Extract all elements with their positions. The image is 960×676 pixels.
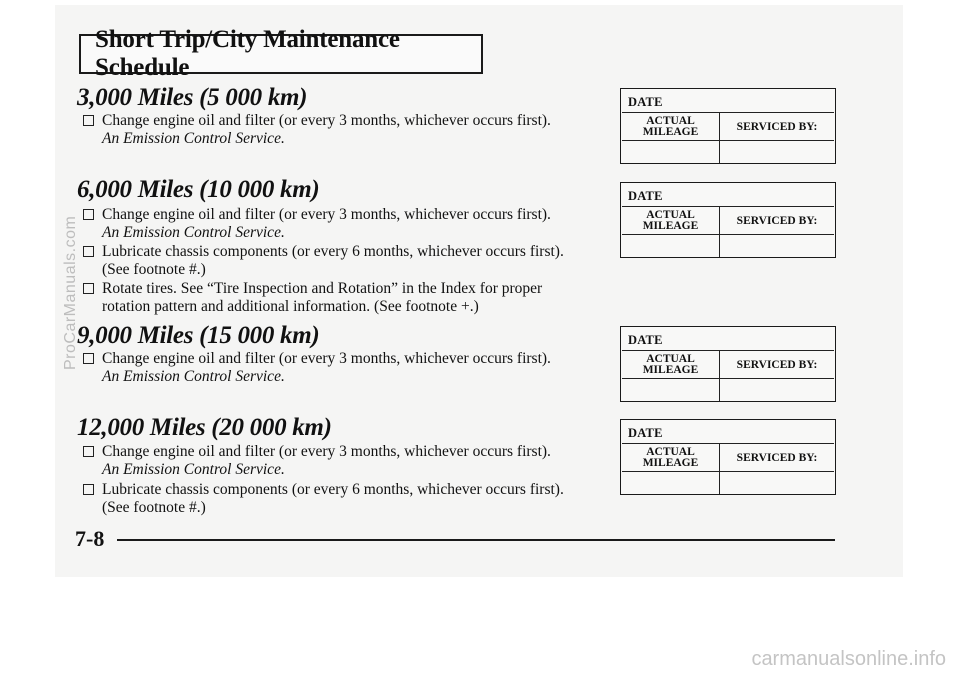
item-subtext: An Emission Control Service.	[102, 224, 285, 241]
actual-label: ACTUAL	[646, 352, 695, 365]
item-subtext: An Emission Control Service.	[102, 368, 285, 385]
date-label: DATE	[628, 333, 663, 347]
item-subtext: rotation pattern and additional information. (See footnote +.)	[102, 298, 479, 315]
mileage-entry-cell[interactable]	[622, 379, 720, 401]
checkbox-icon[interactable]	[83, 283, 94, 294]
date-label: DATE	[628, 95, 663, 109]
serviced-by-header: SERVICED BY:	[720, 443, 834, 472]
service-record-3000	[620, 88, 836, 164]
checkbox-icon[interactable]	[83, 446, 94, 457]
item-text: Change engine oil and filter (or every 3 months, whichever occurs first).	[102, 112, 551, 129]
date-label: DATE	[628, 189, 663, 203]
mileage-entry-cell[interactable]	[622, 235, 720, 257]
mileage-label: MILEAGE	[642, 125, 699, 138]
checklist-item	[83, 206, 551, 224]
checkbox-icon[interactable]	[83, 115, 94, 126]
item-text: Lubricate chassis components (or every 6 months, whichever occurs first).	[102, 481, 564, 498]
checkbox-icon[interactable]	[83, 246, 94, 257]
checkbox-icon[interactable]	[83, 353, 94, 364]
checkbox-icon[interactable]	[83, 484, 94, 495]
section-heading-9000: 9,000 Miles (15 000 km)	[77, 322, 320, 349]
item-text: Change engine oil and filter (or every 3 months, whichever occurs first).	[102, 206, 551, 223]
item-text: Rotate tires. See “Tire Inspection and Rotation” in the Index for proper	[102, 280, 543, 297]
footer-divider	[117, 539, 835, 541]
serviced-by-header: SERVICED BY:	[720, 350, 834, 379]
watermark-left: ProCarManuals.com	[62, 215, 79, 370]
serviced-by-header: SERVICED BY:	[720, 206, 834, 235]
item-text: Lubricate chassis components (or every 6 months, whichever occurs first).	[102, 243, 564, 260]
item-text: Change engine oil and filter (or every 3 months, whichever occurs first).	[102, 443, 551, 460]
date-label: DATE	[628, 426, 663, 440]
item-subtext: An Emission Control Service.	[102, 461, 285, 478]
checklist-item	[83, 243, 564, 261]
mileage-label: MILEAGE	[642, 456, 699, 469]
item-subtext: (See footnote #.)	[102, 499, 206, 516]
checklist-item	[83, 112, 551, 130]
page-title-box	[79, 26, 483, 81]
service-record-9000	[620, 326, 836, 402]
section-heading-6000: 6,000 Miles (10 000 km)	[77, 176, 320, 203]
actual-mileage-header	[622, 206, 720, 235]
watermark-bottom: carmanualsonline.info	[751, 648, 946, 670]
checkbox-icon[interactable]	[83, 209, 94, 220]
actual-mileage-header	[622, 443, 720, 472]
checklist-item	[83, 280, 542, 298]
item-subtext: (See footnote #.)	[102, 261, 206, 278]
checklist-item	[83, 443, 551, 461]
item-text: Change engine oil and filter (or every 3 months, whichever occurs first).	[102, 350, 551, 367]
mileage-entry-cell[interactable]	[622, 472, 720, 494]
section-heading-12000: 12,000 Miles (20 000 km)	[77, 414, 332, 441]
service-record-6000	[620, 182, 836, 258]
actual-label: ACTUAL	[646, 208, 695, 221]
section-heading-3000: 3,000 Miles (5 000 km)	[77, 84, 308, 111]
page-title: Short Trip/City Maintenance Schedule	[95, 26, 400, 81]
serviced-by-header: SERVICED BY:	[720, 112, 834, 141]
page-number: 7-8	[75, 526, 105, 551]
actual-label: ACTUAL	[646, 114, 695, 127]
item-subtext: An Emission Control Service.	[102, 130, 285, 147]
actual-mileage-header	[622, 350, 720, 379]
actual-label: ACTUAL	[646, 445, 695, 458]
actual-mileage-header	[622, 112, 720, 141]
service-record-12000	[620, 419, 836, 495]
mileage-entry-cell[interactable]	[622, 141, 720, 163]
mileage-label: MILEAGE	[642, 219, 699, 232]
checklist-item	[83, 481, 564, 499]
checklist-item	[83, 350, 551, 368]
mileage-label: MILEAGE	[642, 363, 699, 376]
